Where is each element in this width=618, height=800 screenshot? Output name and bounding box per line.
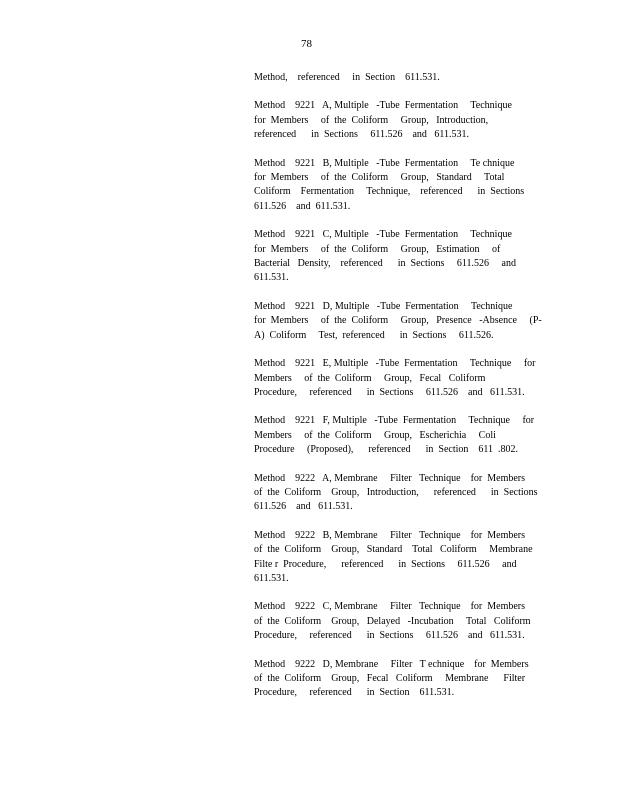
entry-text-line: Filte r Procedure, referenced in Sections 611.526 and — [254, 558, 517, 570]
entry-text-line: Method 9221 F, Multiple -Tube Fermentation Technique for — [254, 415, 535, 427]
entry-text-line: Method 9222 A, Membrane Filter Technique for Members — [254, 472, 526, 484]
page-number: 78 — [301, 38, 312, 50]
entry-text-line: Coliform Fermentation Technique, referenced in Sections — [254, 186, 525, 198]
entry-text-line: Method 9222 C, Membrane Filter Technique for Members — [254, 601, 526, 613]
entry-text-line: Members of the Coliform Group, Escherichia Coli — [254, 429, 496, 441]
entry-text-line: of the Coliform Group, Fecal Coliform Membrane Filter — [254, 673, 526, 684]
method-reference-entry — [254, 658, 544, 701]
entry-text-line: Method 9221 C, Multiple -Tube Fermentation Technique — [254, 229, 512, 241]
entry-text-line: Method, referenced in Section 611.531. — [254, 72, 440, 83]
entry-text-line: 611.526 and 611.531. — [254, 200, 351, 212]
method-reference-entry — [254, 71, 544, 85]
entry-text-line: Method 9221 A, Multiple -Tube Fermentation Technique — [254, 100, 512, 112]
method-reference-entry — [254, 228, 544, 286]
entry-text-line: 611.531. — [254, 572, 289, 584]
entry-text-line: of the Coliform Group, Standard Total Coliform Membrane — [254, 544, 533, 556]
entry-text-line: Method 9221 E, Multiple -Tube Fermentation Technique for — [254, 358, 536, 370]
method-reference-entry — [254, 157, 544, 215]
entry-text-line: 611.526 and 611.531. — [254, 501, 353, 513]
entry-text-line: Method 9222 B, Membrane Filter Technique for Members — [254, 529, 526, 541]
entry-text-line: Members of the Coliform Group, Fecal Coliform — [254, 372, 486, 384]
entry-text-line: A) Coliform Test, referenced in Sections 611.526. — [254, 329, 494, 341]
entry-text-line: of the Coliform Group, Delayed -Incubation Total Coliform — [254, 615, 531, 627]
entry-text-line: Method 9221 D, Multiple -Tube Fermentation Technique — [254, 300, 513, 312]
method-reference-entry — [254, 472, 544, 515]
entry-text-line: 611.531. — [254, 272, 289, 284]
entry-text-line: for Members of the Coliform Group, Introduction, — [254, 114, 489, 126]
method-reference-entry — [254, 300, 544, 343]
method-reference-entry — [254, 414, 544, 457]
entry-text-line: Procedure (Proposed), referenced in Section 611 .802. — [254, 444, 519, 456]
entry-text-line: of the Coliform Group, Introduction, referenced in Sections — [254, 486, 538, 498]
method-reference-entry — [254, 357, 544, 400]
method-reference-list — [254, 71, 544, 715]
entry-text-line: Procedure, referenced in Section 611.531. — [254, 687, 455, 699]
entry-text-line: Procedure, referenced in Sections 611.526 and 611.531. — [254, 630, 525, 642]
entry-text-line: Method 9222 D, Membrane Filter T echnique for Members — [254, 658, 529, 670]
method-reference-entry — [254, 99, 544, 142]
entry-text-line: Method 9221 B, Multiple -Tube Fermentation Te chnique — [254, 157, 515, 169]
entry-text-line: for Members of the Coliform Group, Estimation of — [254, 243, 501, 255]
entry-text-line: for Members of the Coliform Group, Presence -Absence (P- — [254, 315, 542, 327]
entry-text-line: for Members of the Coliform Group, Standard Total — [254, 172, 505, 184]
entry-text-line: Bacterial Density, referenced in Sections 611.526 and — [254, 258, 516, 270]
method-reference-entry — [254, 600, 544, 643]
entry-text-line: referenced in Sections 611.526 and 611.531. — [254, 129, 470, 141]
entry-text-line: Procedure, referenced in Sections 611.526 and 611.531. — [254, 386, 525, 398]
method-reference-entry — [254, 529, 544, 587]
